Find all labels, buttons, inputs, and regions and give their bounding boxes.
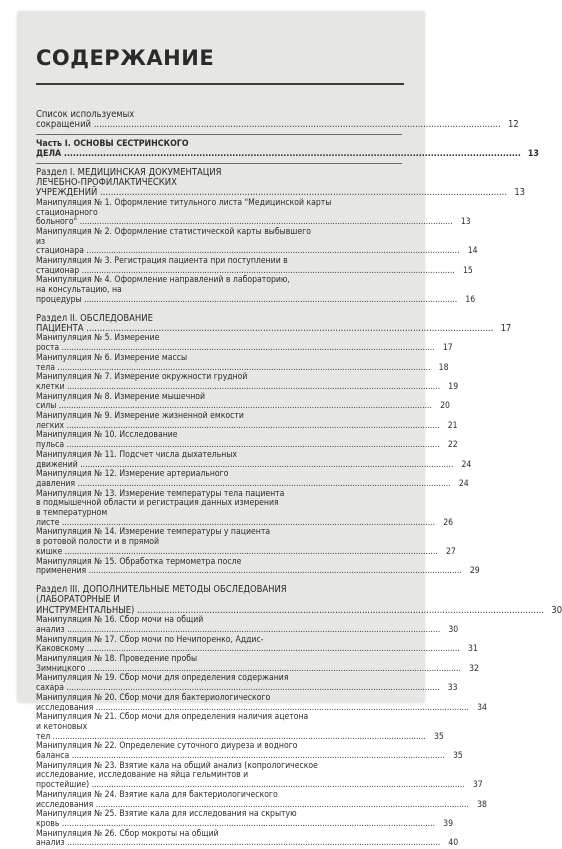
table-of-contents [36, 109, 562, 849]
toc-page-number: 27 [445, 546, 456, 557]
toc-entry-title: Манипуляция № 8. Измерение мышечной силы ..... [36, 393, 432, 412]
toc-item [36, 449, 472, 470]
toc-page-number: 40 [448, 838, 459, 849]
toc-entry-title: Раздел II. ОБСЛЕДОВАНИЕ ПАЦИЕНТА ..... [36, 314, 493, 335]
toc-entry-title: Манипуляция № 5. Измерение роста ..... [36, 334, 435, 353]
toc-page-number: 16 [465, 294, 476, 305]
toc-item [36, 654, 479, 674]
toc-entry-title: Список используемых сокращений ..... [36, 110, 501, 131]
toc-entry-title: Манипуляция № 17. Сбор мочи по Нечипоренко, Аддис-Каковскому ..... [36, 636, 460, 655]
toc-section-heading [36, 583, 562, 616]
toc-page-number: 34 [477, 702, 487, 713]
toc-item [36, 556, 480, 577]
toc-page-number: 24 [461, 459, 472, 470]
page-title: СОДЕРЖАНИЕ [36, 46, 215, 70]
toc-page-number: 19 [448, 381, 459, 392]
toc-entry-title: Манипуляция № 23. Взятие кала на общий анализ (копрологическое исследование, исследование на яйца гельминтов и простейшие) ..... [36, 762, 465, 791]
toc-page-number: 30 [448, 624, 459, 635]
toc-entry-title: Манипуляция № 21. Сбор мочи для определения наличия ацетона и кетоновых тел ..... [36, 713, 426, 742]
toc-item [36, 615, 459, 635]
toc-entry-title: Манипуляция № 16. Сбор мочи на общий анализ ..... [36, 616, 440, 635]
toc-page-number: 32 [469, 663, 479, 674]
toc-page-number: 35 [452, 751, 463, 762]
toc-item [36, 673, 458, 694]
toc-page-number: 33 [447, 683, 458, 694]
toc-page-number: 26 [443, 517, 454, 528]
toc-item [36, 197, 471, 228]
toc-divider [36, 134, 402, 135]
toc-entry-title: Манипуляция № 25. Взятие кала для исследования на скрытую кровь ..... [36, 810, 435, 829]
toc-page-number: 13 [527, 149, 539, 160]
title-divider [36, 83, 404, 85]
toc-page-number: 15 [462, 265, 473, 276]
toc-page-number: 22 [447, 440, 458, 451]
toc-divider [36, 163, 402, 164]
toc-item [36, 692, 487, 713]
toc-page-number: 12 [508, 119, 519, 131]
toc-entry-title: Манипуляция № 1. Оформление титульного листа "Медицинской карты стационарного больного" ..... [36, 199, 453, 228]
toc-item [36, 828, 459, 849]
toc-item [36, 275, 476, 305]
toc-page-number: 13 [460, 217, 471, 228]
toc-entry-title: Манипуляция № 7. Измерение окружности грудной клетки ..... [36, 373, 440, 392]
toc-entry-title: Манипуляция № 22. Определение суточного диуреза и водного баланса ..... [36, 742, 445, 761]
toc-page-number: 35 [433, 731, 444, 742]
toc-item [36, 411, 458, 431]
toc-page-number: 18 [438, 362, 449, 373]
toc-entry-title: Раздел I. МЕДИЦИНСКАЯ ДОКУМЕНТАЦИЯ ЛЕЧЕБНО-ПРОФИЛАКТИЧЕСКИХ УЧРЕЖДЕНИЙ ..... [36, 168, 507, 199]
toc-page-number: 14 [467, 246, 478, 257]
toc-entry-title: Манипуляция № 24. Взятие кала для бактериологического исследования ..... [36, 791, 469, 810]
toc-entry-title: Манипуляция № 4. Оформление направлений в лабораторию, на консультацию, на процедуры ..... [36, 276, 457, 305]
toc-entry-title: Манипуляция № 13. Измерение температуры тела пациента в подмышечной области и регистрация данных измерения в температурном листе ..... [36, 490, 435, 529]
toc-page-number: 17 [500, 322, 512, 334]
toc-page-number: 37 [472, 780, 483, 791]
toc-part-heading [36, 138, 539, 160]
toc-item [36, 809, 453, 829]
toc-entry-title: Манипуляция № 11. Подсчет числа дыхательных движений ..... [36, 451, 453, 470]
toc-page-number: 17 [442, 343, 453, 354]
toc-item [36, 634, 478, 655]
toc-page-number: 31 [467, 644, 478, 655]
toc-page-number: 21 [447, 420, 458, 431]
toc-item [36, 333, 453, 354]
book-page [18, 12, 562, 849]
toc-item [36, 226, 478, 257]
toc-page-number: 20 [440, 401, 450, 412]
toc-item [36, 256, 473, 276]
toc-item [36, 430, 458, 451]
toc-entry-title: Манипуляция № 14. Измерение температуры у пациента в ротовой полости и в прямой кишке ..... [36, 528, 438, 557]
toc-item [36, 527, 456, 557]
toc-entry-title: Манипуляция № 6. Измерение массы тела ..... [36, 354, 431, 373]
toc-entry-title: Манипуляция № 18. Проведение пробы Зимницкого ..... [36, 655, 461, 674]
toc-item [36, 789, 487, 810]
toc-section-heading [36, 109, 519, 131]
toc-item [36, 760, 483, 791]
toc-page-number: 39 [443, 818, 453, 829]
toc-entry-title: Манипуляция № 12. Измерение артериального давления ..... [36, 470, 451, 489]
toc-item [36, 469, 469, 489]
toc-item [36, 391, 450, 412]
toc-page-number: 24 [458, 478, 469, 489]
toc-entry-title: Манипуляция № 19. Сбор мочи для определения содержания сахара ..... [36, 674, 440, 693]
toc-item [36, 372, 459, 392]
toc-section-heading [36, 166, 526, 199]
toc-item [36, 712, 444, 742]
toc-entry-title: Раздел III. ДОПОЛНИТЕЛЬНЫЕ МЕТОДЫ ОБСЛЕДОВАНИЯ (ЛАБОРАТОРНЫЕ И ИНСТРУМЕНТАЛЬНЫЕ) ..... [36, 585, 544, 616]
toc-item [36, 741, 463, 762]
toc-page-number: 38 [477, 799, 487, 810]
toc-page-number: 13 [514, 187, 526, 199]
toc-section-heading [36, 312, 512, 335]
toc-page-number: 30 [551, 604, 562, 616]
toc-item [36, 352, 449, 373]
toc-entry-title: Манипуляция № 10. Исследование пульса ..... [36, 431, 440, 450]
toc-entry-title: Манипуляция № 15. Обработка термометра после применения ..... [36, 558, 462, 577]
toc-entry-title: Манипуляция № 20. Сбор мочи для бактериологического исследования ..... [36, 694, 469, 713]
toc-page-number: 29 [469, 566, 480, 577]
toc-entry-title: Манипуляция № 3. Регистрация пациента при поступлении в стационар ..... [36, 257, 455, 276]
toc-entry-title: Часть I. ОСНОВЫ СЕСТРИНСКОГО ДЕЛА ..... [36, 139, 521, 160]
toc-entry-title: Манипуляция № 2. Оформление статистической карты выбывшего из стационара ..... [36, 228, 460, 257]
toc-item [36, 488, 454, 529]
toc-entry-title: Манипуляция № 9. Измерение жизненной емкости легких ..... [36, 412, 440, 431]
toc-entry-title: Манипуляция № 26. Сбор мокроты на общий анализ ..... [36, 830, 440, 849]
